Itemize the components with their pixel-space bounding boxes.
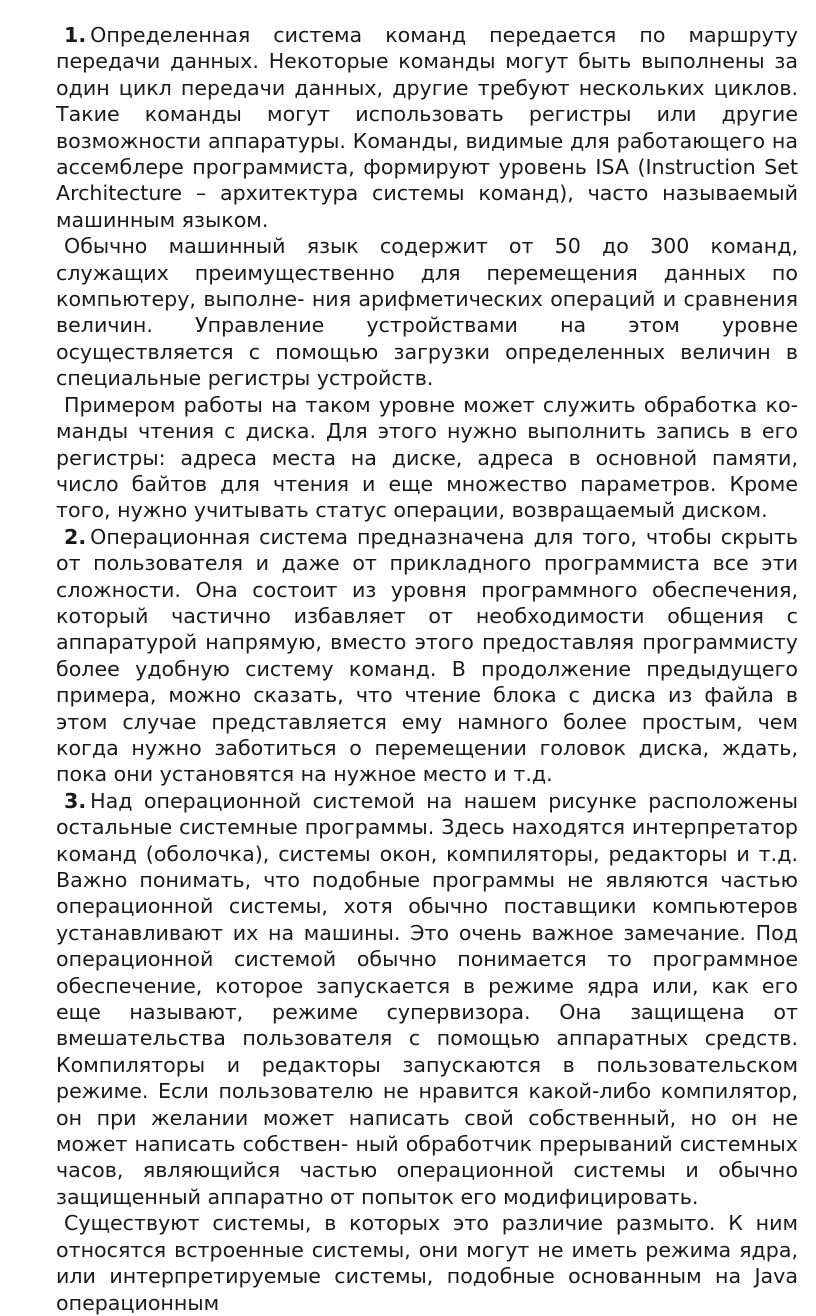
paragraph-3 <box>56 392 798 524</box>
paragraph-5 <box>56 788 798 1211</box>
paragraph-4 <box>56 524 798 788</box>
paragraph-text: Определенная система команд передается по маршруту передачи данных. Некоторые команды могут быть выполнены за один цикл передачи данных, другие требуют нескольких циклов. Такие команды могут использовать регистры или другие возможности аппаратуры. Команды, видимые для работающего на ассемблере программиста, формируют уровень ISA (Instruction Set Architecture – архитектура системы команд), часто называемый машинным языком. <box>56 23 798 232</box>
paragraph-text: Над операционной системой на нашем рисунке расположены остальные системные программы. Здесь находятся интерпретатор команд (оболочка), системы окон, компиляторы, редакторы и т.д. Важно понимать, что подобные программы не являются частью операционной системы, хотя обычно поставщики компьютеров устанавливают их на машины. Это очень важное замечание. Под операционной системой обычно понимается то программное обеспечение, которое запускается в режиме ядра или, как его еще называют, режиме супервизора. Она защищена от вмешательства пользователя с помощью аппаратных средств. Компиляторы и редакторы запускаются в пользовательском режиме. Если пользователю не нравится какой-либо компилятор, он при желании может написать свой собственный, но он не может написать собствен- ный обработчик прерываний системных часов, являющийся частью операционной системы и обычно защищенный аппаратно от попыток его модифицировать. <box>56 788 798 1209</box>
paragraph-text: Обычно машинный язык содержит от 50 до 300 команд, служащих преимущественно для перемещения данных по компьютеру, выполне- ния арифметических операций и сравнения величин. Управление устройствами на этом уровне осуществляется с помощью загрузки определенных величин в специальные регистры устройств. <box>56 234 798 391</box>
document-page <box>56 22 798 1316</box>
paragraph-text: Операционная система предназначена для того, чтобы скрыть от пользователя и даже от прикладного программиста все эти сложности. Она состоит из уровня программного обеспечения, который частично избавляет от необходимости общения с аппаратурой напрямую, вместо этого предоставляя программисту более удобную систему команд. В продолжение предыдущего примера, можно сказать, что чтение блока с диска из файла в этом случае представляется ему намного более простым, чем когда нужно заботиться о перемещении головок диска, ждать, пока они установятся на нужное место и т.д. <box>56 524 798 787</box>
paragraph-2 <box>56 233 798 391</box>
paragraph-number: 3. <box>64 788 87 813</box>
paragraph-number: 1. <box>64 23 87 47</box>
paragraph-6 <box>56 1210 798 1316</box>
paragraph-text: Примером работы на таком уровне может служить обработка команды чтения с диска. Для этого нужно выполнить запись в его регистры: адреса места на диске, адреса в основной памяти, число байтов для чтения и еще множество параметров. Кроме того, нужно учитывать статус операции, возвращаемый диском. <box>56 392 798 523</box>
paragraph-number: 2. <box>64 524 87 549</box>
paragraph-text: Существуют системы, в которых это различие размыто. К ним относятся встроенные системы, они могут не иметь режима ядра, или интерпретируемые системы, подобные основанным на Java операционным <box>56 1211 798 1315</box>
paragraph-1 <box>56 22 798 233</box>
